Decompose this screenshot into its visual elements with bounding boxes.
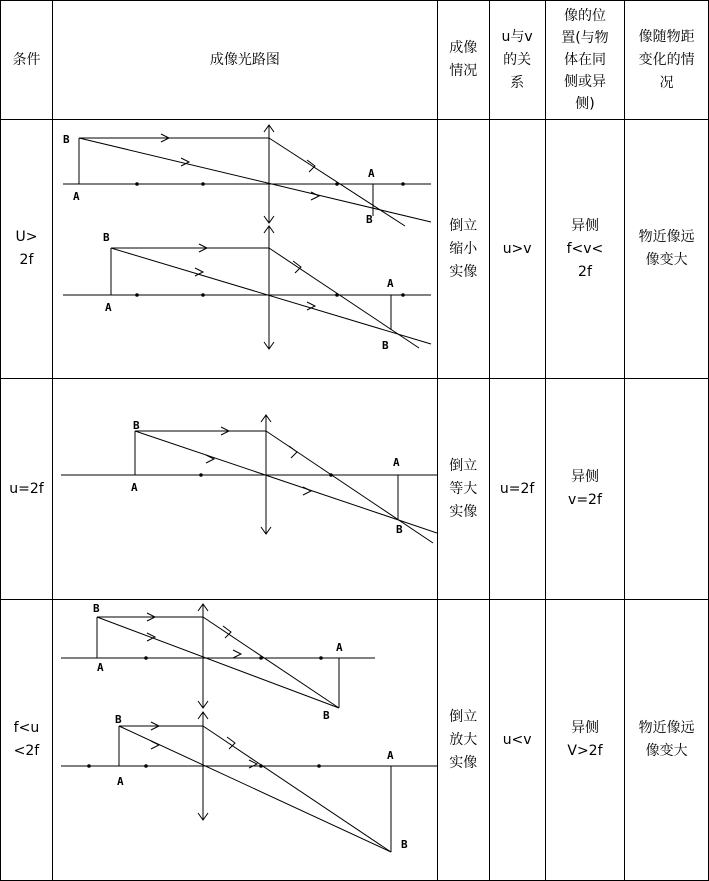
- focal-point-dot: [144, 656, 148, 660]
- header-trend: 像随物距 变化的情 况: [625, 1, 709, 120]
- focal-point-dot: [135, 182, 139, 186]
- point-label-b: B: [365, 213, 373, 226]
- position-cell: 异侧 f<v< 2f: [545, 120, 625, 379]
- condition-cell: U> 2f: [1, 120, 53, 379]
- header-condition: 条件: [1, 1, 53, 120]
- ray-diagram-cell: [52, 379, 437, 600]
- focal-point-dot: [201, 293, 205, 297]
- point-label-b: B: [400, 838, 408, 851]
- ray-diagram-far: [53, 120, 437, 378]
- refracted-ray: [269, 138, 405, 226]
- trend-cell: [625, 379, 709, 600]
- header-uv-relation: u与v 的关 系: [489, 1, 545, 120]
- focal-point-dot: [199, 473, 203, 477]
- focal-point-dot: [201, 182, 205, 186]
- focal-point-dot: [259, 656, 263, 660]
- header-position: 像的位 置(与物 体在同 侧或异 侧): [545, 1, 625, 120]
- ray-diagram-near: [53, 600, 437, 880]
- refracted-ray: [269, 248, 419, 348]
- point-label-b: B: [322, 709, 330, 722]
- point-label-a: A: [116, 775, 124, 788]
- ray-diagram-cell: [52, 600, 437, 881]
- trend-cell: 物近像远 像变大: [625, 600, 709, 881]
- point-label-b: B: [395, 523, 403, 536]
- image-type-cell: 倒立 缩小 实像: [437, 120, 489, 379]
- uv-relation-cell: u>v: [489, 120, 545, 379]
- table-row: [1, 120, 709, 379]
- ray-diagram-cell: [52, 120, 437, 379]
- focal-point-dot: [317, 764, 321, 768]
- header-row: [1, 1, 709, 120]
- image-type-cell: 倒立 放大 实像: [437, 600, 489, 881]
- center-ray: [135, 431, 437, 533]
- point-label-b: B: [102, 231, 110, 244]
- focal-point-dot: [259, 764, 263, 768]
- point-label-b: B: [62, 133, 70, 146]
- point-label-a: A: [130, 481, 138, 494]
- point-label-a: A: [96, 661, 104, 674]
- image-type-cell: 倒立 等大 实像: [437, 379, 489, 600]
- refracted-ray: [203, 726, 391, 852]
- focal-point-dot: [335, 182, 339, 186]
- refracted-ray: [203, 617, 339, 708]
- point-label-b: B: [92, 602, 100, 615]
- focal-point-dot: [135, 293, 139, 297]
- table-row: [1, 600, 709, 881]
- header-image-type: 成像 情况: [437, 1, 489, 120]
- condition-cell: f<u <2f: [1, 600, 53, 881]
- point-label-a: A: [335, 641, 343, 654]
- focal-point-dot: [329, 473, 333, 477]
- point-label-b: B: [132, 419, 140, 432]
- center-ray: [79, 138, 431, 222]
- condition-cell: u=2f: [1, 379, 53, 600]
- trend-cell: 物近像远 像变大: [625, 120, 709, 379]
- point-label-a: A: [386, 277, 394, 290]
- focal-point-dot: [144, 764, 148, 768]
- focal-point-dot: [87, 764, 91, 768]
- point-label-a: A: [386, 749, 394, 762]
- focal-point-dot: [319, 656, 323, 660]
- position-cell: 异侧 v=2f: [545, 379, 625, 600]
- center-ray: [97, 617, 339, 708]
- uv-relation-cell: u<v: [489, 600, 545, 881]
- point-label-a: A: [104, 301, 112, 314]
- point-label-b: B: [381, 339, 389, 352]
- ray-diagram-equal: [53, 379, 437, 599]
- point-label-a: A: [72, 190, 80, 203]
- point-label-b: B: [114, 713, 122, 726]
- point-label-a: A: [392, 456, 400, 469]
- focal-point-dot: [401, 182, 405, 186]
- point-label-a: A: [367, 167, 375, 180]
- focal-point-dot: [335, 293, 339, 297]
- header-diagram: 成像光路图: [52, 1, 437, 120]
- center-ray: [111, 248, 431, 344]
- uv-relation-cell: u=2f: [489, 379, 545, 600]
- focal-point-dot: [401, 293, 405, 297]
- table-row: [1, 379, 709, 600]
- position-cell: 异侧 V>2f: [545, 600, 625, 881]
